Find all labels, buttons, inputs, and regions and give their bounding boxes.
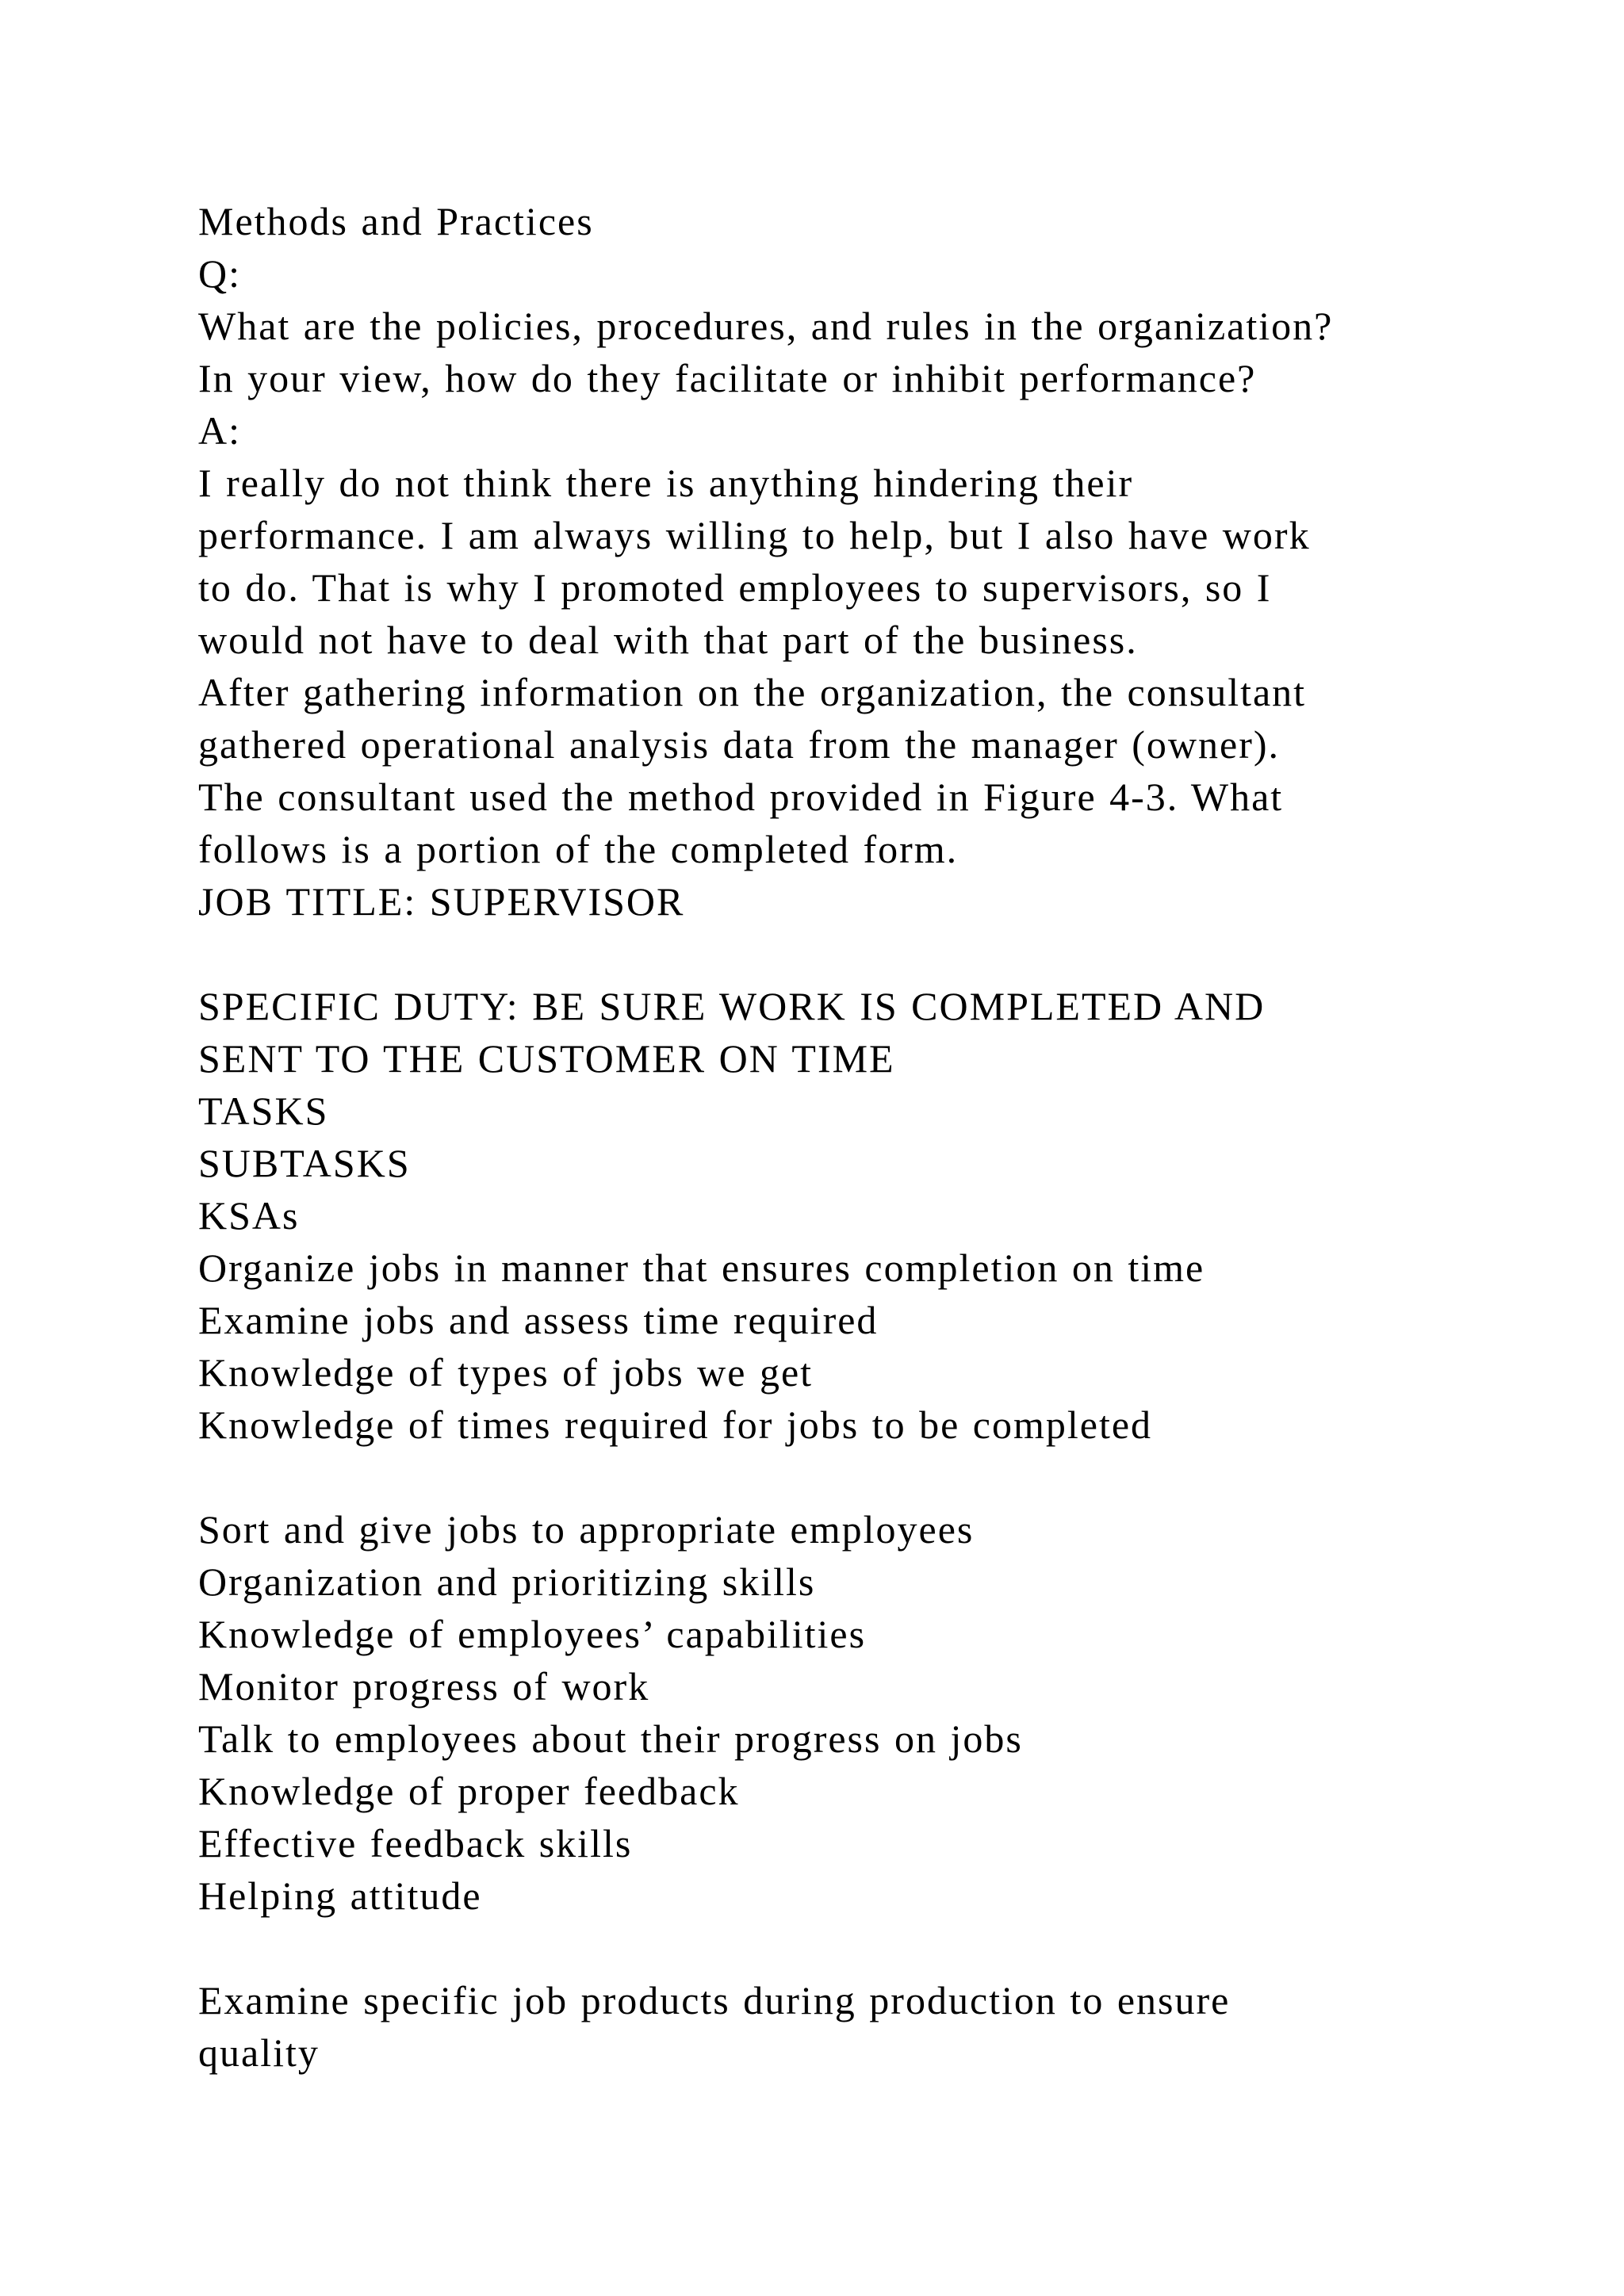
document-page xyxy=(198,195,1507,2079)
question-text: What are the policies, procedures, and rules in the organization? xyxy=(198,304,1334,348)
answer-text: I really do not think there is anything hindering their xyxy=(198,461,1134,505)
answer-text: to do. That is why I promoted employees to supervisors, so I xyxy=(198,565,1272,610)
ksa-item: Organization and prioritizing skills xyxy=(198,1559,816,1604)
task-item: Organize jobs in manner that ensures completion on time xyxy=(198,1246,1205,1290)
subtask-item: Talk to employees about their progress on jobs xyxy=(198,1716,1023,1761)
subtask-item: Examine jobs and assess time required xyxy=(198,1298,879,1342)
body-text: gathered operational analysis data from the manager (owner). xyxy=(198,722,1281,767)
column-header-tasks: TASKS xyxy=(198,1089,329,1133)
blank-line xyxy=(198,1451,1507,1503)
subtask-item: Examine specific job products during production to ensure xyxy=(198,1978,1231,2022)
ksa-item: Effective feedback skills xyxy=(198,1821,633,1866)
column-header-ksas: KSAs xyxy=(198,1193,300,1238)
ksa-item: Knowledge of employees’ capabilities xyxy=(198,1612,867,1656)
body-text: After gathering information on the organization, the consultant xyxy=(198,670,1307,714)
specific-duty: SENT TO THE CUSTOMER ON TIME xyxy=(198,1036,895,1081)
answer-label: A: xyxy=(198,408,241,453)
body-text: follows is a portion of the completed form. xyxy=(198,827,959,871)
answer-text: performance. I am always willing to help, but I also have work xyxy=(198,513,1311,557)
subtask-item: quality xyxy=(198,2030,320,2075)
column-header-subtasks: SUBTASKS xyxy=(198,1141,411,1185)
ksa-item: Knowledge of times required for jobs to be completed xyxy=(198,1402,1153,1447)
section-heading: Methods and Practices xyxy=(198,199,594,243)
body-text: The consultant used the method provided in Figure 4-3. What xyxy=(198,775,1284,819)
ksa-item: Knowledge of types of jobs we get xyxy=(198,1350,814,1395)
ksa-item: Knowledge of proper feedback xyxy=(198,1769,740,1813)
answer-text: would not have to deal with that part of the business. xyxy=(198,618,1138,662)
question-label: Q: xyxy=(198,251,241,296)
subtask-item: Sort and give jobs to appropriate employees xyxy=(198,1507,975,1552)
blank-line xyxy=(198,1922,1507,1974)
ksa-item: Helping attitude xyxy=(198,1873,482,1918)
question-text: In your view, how do they facilitate or inhibit performance? xyxy=(198,356,1257,400)
specific-duty: SPECIFIC DUTY: BE SURE WORK IS COMPLETED AND xyxy=(198,984,1266,1028)
blank-line xyxy=(198,928,1507,980)
subtask-item: Monitor progress of work xyxy=(198,1664,650,1709)
job-title: JOB TITLE: SUPERVISOR xyxy=(198,879,685,924)
